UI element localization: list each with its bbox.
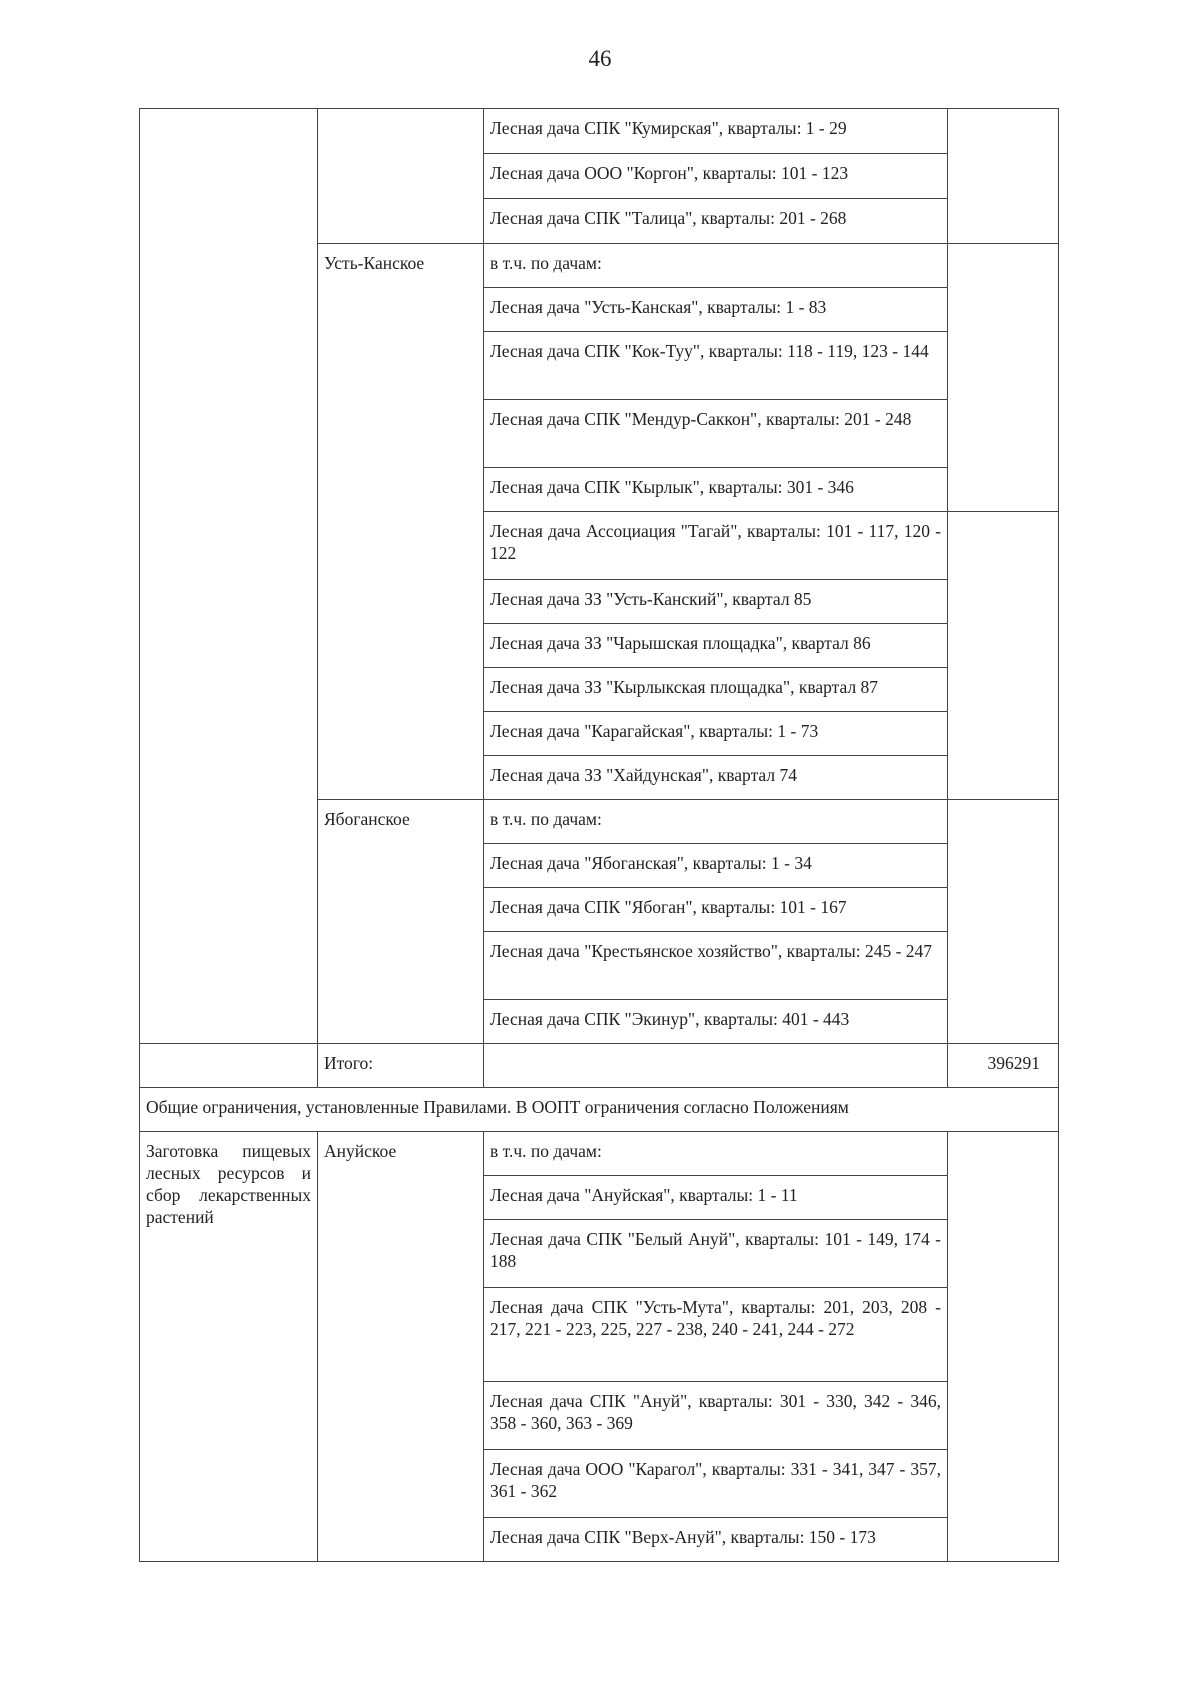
district-cell-empty: [318, 109, 484, 244]
total-label: Итого:: [318, 1043, 484, 1087]
plot-cell: Лесная дача "Ануйская", кварталы: 1 - 11: [484, 1175, 948, 1219]
plot-cell: Лесная дача ООО "Карагол", кварталы: 331 - 341, 347 - 357, 361 - 362: [484, 1449, 948, 1517]
plot-cell: Лесная дача СПК "Талица", кварталы: 201 - 268: [484, 199, 948, 244]
forest-table: [139, 108, 1059, 1044]
plot-cell: Лесная дача СПК "Ануй", кварталы: 301 - 330, 342 - 346, 358 - 360, 363 - 369: [484, 1381, 948, 1449]
activity-cell: Заготовка пищевых лесных ресурсов и сбор лекарственных растений: [140, 1131, 318, 1561]
plot-cell: в т.ч. по дачам:: [484, 1131, 948, 1175]
area-cell: [948, 244, 1059, 512]
plot-cell: Лесная дача СПК "Кумирская", кварталы: 1 - 29: [484, 109, 948, 154]
plot-cell: Лесная дача "Крестьянское хозяйство", кварталы: 245 - 247: [484, 932, 948, 1000]
plot-cell: Лесная дача СПК "Ябоган", кварталы: 101 - 167: [484, 888, 948, 932]
activity-cell-empty: [140, 109, 318, 1044]
plot-cell: Лесная дача СПК "Белый Ануй", кварталы: 101 - 149, 174 - 188: [484, 1219, 948, 1287]
district-name-ust-kanskoe: Усть-Канское: [318, 244, 484, 800]
total-value: 396291: [948, 1043, 1059, 1087]
plot-cell: Лесная дача СПК "Усть-Мута", кварталы: 201, 203, 208 - 217, 221 - 223, 225, 227 - 238, 240 - 241, 244 - 272: [484, 1287, 948, 1381]
plot-cell: Лесная дача СПК "Кок-Туу", кварталы: 118 - 119, 123 - 144: [484, 332, 948, 400]
plot-cell: Лесная дача ООО "Коргон", кварталы: 101 - 123: [484, 154, 948, 199]
plot-cell: Лесная дача "Карагайская", кварталы: 1 - 73: [484, 712, 948, 756]
district-name-anuiskoe: Ануйское: [318, 1131, 484, 1561]
plot-cell: Лесная дача ЗЗ "Хайдунская", квартал 74: [484, 756, 948, 800]
restrictions-row: [140, 1087, 1059, 1131]
table-row: [140, 109, 1059, 154]
area-cell: [948, 1131, 1059, 1561]
plot-cell: Лесная дача СПК "Мендур-Саккон", кварталы: 201 - 248: [484, 400, 948, 468]
forest-table-frame: [139, 108, 1058, 1562]
plot-cell: в т.ч. по дачам:: [484, 800, 948, 844]
plot-cell: Лесная дача СПК "Кырлык", кварталы: 301 - 346: [484, 468, 948, 512]
area-cell: [948, 800, 1059, 1044]
total-activity-empty: [140, 1043, 318, 1087]
page-number: 46: [588, 46, 612, 71]
total-table: [139, 1043, 1059, 1562]
table-row: [140, 1131, 1059, 1175]
plot-cell: Лесная дача СПК "Экинур", кварталы: 401 - 443: [484, 1000, 948, 1044]
plot-cell: Лесная дача ЗЗ "Усть-Канский", квартал 85: [484, 580, 948, 624]
area-cell: [948, 512, 1059, 800]
restrictions-note: Общие ограничения, установленные Правилами. В ООПТ ограничения согласно Положениям: [140, 1087, 1059, 1131]
total-plot-empty: [484, 1043, 948, 1087]
total-row: [140, 1043, 1059, 1087]
plot-cell: Лесная дача ЗЗ "Чарышская площадка", квартал 86: [484, 624, 948, 668]
plot-cell: Лесная дача "Усть-Канская", кварталы: 1 - 83: [484, 288, 948, 332]
plot-cell: Лесная дача Ассоциация "Тагай", кварталы: 101 - 117, 120 - 122: [484, 512, 948, 580]
plot-cell: Лесная дача ЗЗ "Кырлыкская площадка", квартал 87: [484, 668, 948, 712]
plot-cell: Лесная дача СПК "Верх-Ануй", кварталы: 150 - 173: [484, 1517, 948, 1561]
plot-cell: в т.ч. по дачам:: [484, 244, 948, 288]
plot-cell: Лесная дача "Ябоганская", кварталы: 1 - 34: [484, 844, 948, 888]
area-cell: [948, 109, 1059, 244]
district-name-yaboganskoe: Ябоганское: [318, 800, 484, 1044]
